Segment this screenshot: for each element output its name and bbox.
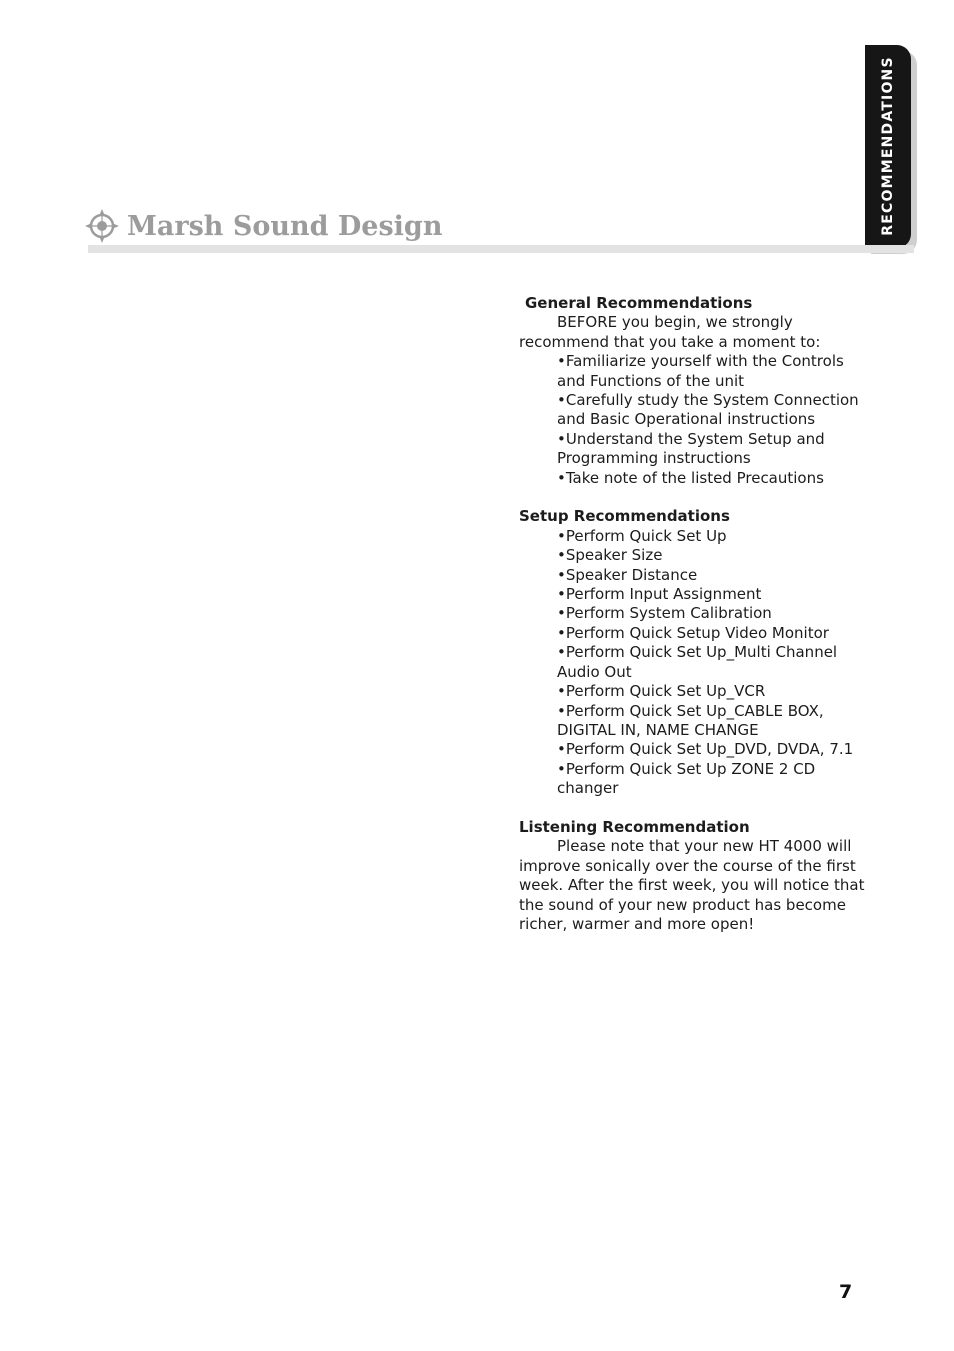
crosshair-compass-icon [84, 208, 120, 244]
list-item: •Perform Input Assignment [557, 585, 762, 604]
recommendations-column [519, 294, 869, 954]
listening-body: Please note that your new HT 4000 will improve sonically over the course of the first week. After the first week, you will notice that the sound of your new product has become richer, warmer and more open! [519, 837, 865, 933]
list-item: •Carefully study the System Connection and Basic Operational instructions [557, 391, 859, 429]
list-item: •Speaker Distance [557, 565, 698, 584]
list-item: •Perform Quick Set Up_DVD, DVDA, 7.1 [557, 740, 854, 759]
list-item: •Perform System Calibration [557, 604, 772, 623]
general-intro: BEFORE you begin, we strongly recommend that you take a moment to: [519, 313, 821, 351]
listening-heading: Listening Recommendation [519, 817, 750, 836]
general-list [519, 352, 869, 488]
list-item: •Speaker Size [557, 546, 663, 565]
list-item: •Perform Quick Set Up ZONE 2 CD changer [557, 759, 816, 798]
listening-recommendation-section [519, 818, 869, 934]
general-heading: General Recommendations [525, 294, 753, 312]
list-item: •Familiarize yourself with the Controls and Functions of the unit [557, 352, 844, 390]
list-item: •Perform Quick Set Up_CABLE BOX, DIGITAL IN, NAME CHANGE [557, 701, 824, 739]
page-number: 7 [839, 1281, 853, 1303]
list-item: •Perform Quick Set Up [557, 526, 727, 545]
list-item: •Take note of the listed Precautions [557, 468, 824, 487]
setup-list [519, 527, 869, 799]
setup-heading: Setup Recommendations [519, 507, 730, 526]
section-tab-label: RECOMMENDATIONS [880, 56, 896, 236]
list-item: •Perform Quick Set Up_Multi Channel Audio Out [557, 643, 838, 681]
general-recommendations-section [519, 294, 869, 488]
header-rule [88, 245, 914, 253]
list-item: •Perform Quick Set Up_VCR [557, 682, 766, 701]
list-item: •Perform Quick Setup Video Monitor [557, 623, 829, 642]
brand-name: Marsh Sound Design [127, 211, 443, 242]
setup-recommendations-section [519, 507, 869, 798]
list-item: •Understand the System Setup and Programming instructions [557, 429, 825, 468]
